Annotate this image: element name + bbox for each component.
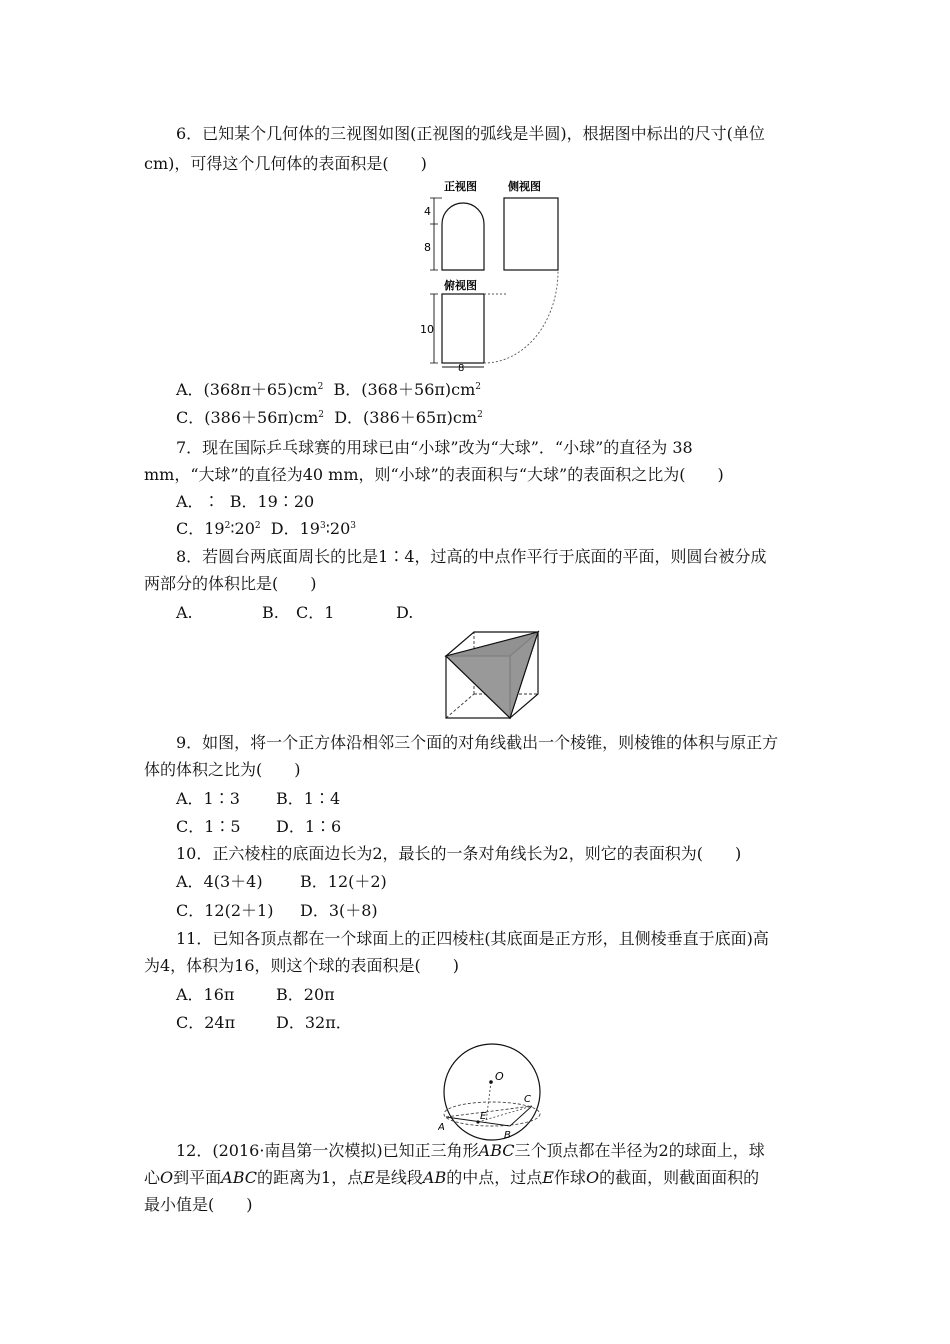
- q12-stem-line3: 最小值是( ): [144, 1195, 253, 1214]
- side-view-label: 侧视图: [508, 180, 541, 193]
- q9-option-b[interactable]: B．1∶4: [276, 789, 341, 808]
- dim-8-vertical: 8: [424, 241, 431, 254]
- sphere-figure: [438, 1040, 548, 1144]
- label-O: O: [495, 1070, 504, 1083]
- side-view-shape: [504, 198, 558, 270]
- q10-stem: 10．正六棱柱的底面边长为2，最长的一条对角线长为2，则它的表面积为( ): [176, 844, 742, 863]
- front-view-shape: [442, 203, 484, 270]
- q12-stem-line2: 心O到平面ABC的距离为1，点E是线段AB的中点，过点E作球O的截面，则截面面积的: [144, 1168, 760, 1187]
- q6-option-d[interactable]: D．(386＋65π)cm: [334, 408, 478, 427]
- q9-stem-line1: 9．如图，将一个正方体沿相邻三个面的对角线截出一个棱锥，则棱锥的体积与原正方: [176, 733, 779, 752]
- q12-stem-line1: 12．(2016·南昌第一次模拟)已知正三角形ABC三个顶点都在半径为2的球面上，球: [176, 1141, 765, 1160]
- q8-option-a[interactable]: A.: [176, 603, 193, 622]
- projection-arc: [484, 270, 558, 363]
- dim-4: 4: [424, 205, 431, 218]
- q10-option-c[interactable]: C．12(2＋1): [176, 901, 274, 920]
- q7-option-d[interactable]: D．$19^3∶20^3$: [270, 519, 356, 538]
- q9-option-c[interactable]: C．1∶5: [176, 817, 241, 836]
- q7-option-a[interactable]: A．∶: [176, 492, 220, 511]
- q11-option-c[interactable]: C．24π: [176, 1013, 236, 1032]
- q8-option-d[interactable]: D.: [396, 603, 414, 622]
- q7-options-ab: [176, 492, 314, 512]
- q9-stem-line2: 体的体积之比为( ): [144, 760, 301, 779]
- three-view-figure: [418, 176, 568, 372]
- dim-8-horizontal: 8: [458, 363, 465, 372]
- q8-stem-line1: 8．若圆台两底面周长的比是1∶4，过高的中点作平行于底面的平面，则圆台被分成: [176, 547, 767, 566]
- q7-stem-line2: mm，“大球”的直径为40 mm，则“小球”的表面积与“大球”的表面积之比为( ): [144, 465, 724, 484]
- center-point: [489, 1080, 493, 1084]
- cube-figure: [440, 626, 544, 722]
- q11-option-a[interactable]: A．16π: [176, 985, 235, 1004]
- front-view-label: 正视图: [444, 180, 477, 193]
- label-A: A: [438, 1122, 445, 1133]
- label-C: C: [524, 1094, 531, 1105]
- q6-options-cd: C．$(386+56\pi)cm^2$ D．$(386+65\pi)cm^2$: [176, 408, 483, 427]
- q11-option-d[interactable]: D．32π．: [276, 1013, 352, 1032]
- label-B: B: [504, 1130, 511, 1141]
- label-E: E: [480, 1111, 487, 1122]
- q6-option-a[interactable]: A．(368π＋65)cm: [176, 380, 318, 399]
- top-view-shape: [442, 294, 484, 363]
- q7-option-c[interactable]: C．$19^2∶20^2$: [176, 519, 261, 538]
- dim-10: 10: [420, 323, 434, 336]
- q9-option-d[interactable]: D．1∶6: [276, 817, 342, 836]
- q9-option-a[interactable]: A．1∶3: [176, 789, 240, 808]
- q10-option-a[interactable]: A．4(3＋4): [176, 872, 263, 891]
- q10-option-b[interactable]: B．12(＋2): [300, 872, 387, 891]
- q10-option-d[interactable]: D．3(＋8): [300, 901, 378, 920]
- q11-stem-line2: 为4，体积为16，则这个球的表面积是( ): [144, 956, 460, 975]
- q6-stem-line1: 6．已知某个几何体的三视图如图(正视图的弧线是半圆)，根据图中标出的尺寸(单位: [176, 124, 765, 143]
- q6-option-b[interactable]: B．(368＋56π)cm: [333, 380, 476, 399]
- q11-stem-line1: 11．已知各顶点都在一个球面上的正四棱柱(其底面是正方形，且侧棱垂直于底面)高: [176, 929, 769, 948]
- q7-option-b[interactable]: B．19∶20: [229, 492, 315, 511]
- q11-option-b[interactable]: B．20π: [276, 985, 335, 1004]
- q6-option-c[interactable]: C．(386＋56π)cm: [176, 408, 319, 427]
- top-view-label: 俯视图: [444, 279, 477, 292]
- q8-option-c[interactable]: C．1: [296, 603, 335, 622]
- q8-stem-line2: 两部分的体积比是( ): [144, 574, 317, 593]
- q7-stem-line1: 7．现在国际乒乓球赛的用球已由“小球”改为“大球”．“小球”的直径为 38: [176, 438, 693, 457]
- q8-option-b[interactable]: B.: [262, 603, 279, 622]
- q6-stem-line2: cm)，可得这个几何体的表面积是( ): [144, 154, 427, 173]
- q7-options-cd: [176, 519, 356, 539]
- q6-options-ab: A．$(368\pi+65)cm^2$ B．$(368+56\pi)cm^2$: [176, 380, 482, 399]
